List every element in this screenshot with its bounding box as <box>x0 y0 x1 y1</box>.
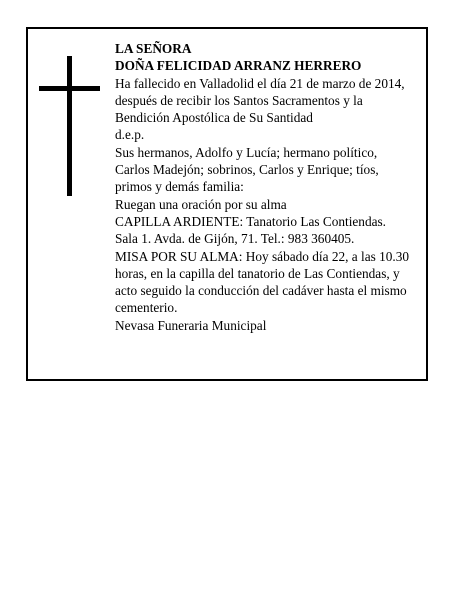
death-info-line-3: Bendición Apostólica de Su Santidad <box>115 110 313 126</box>
deceased-name: DOÑA FELICIDAD ARRANZ HERRERO <box>115 58 362 74</box>
family-line-3: primos y demás familia: <box>115 179 244 195</box>
death-info-line-2: después de recibir los Santos Sacramentos y la <box>115 92 363 108</box>
dep-text: d.e.p. <box>115 127 145 143</box>
family-line-1: Sus hermanos, Adolfo y Lucía; hermano político, <box>115 144 378 160</box>
obituary-notice <box>26 27 428 381</box>
mass-line-1: MISA POR SU ALMA: Hoy sábado día 22, a las 10.30 <box>115 248 410 264</box>
funeral-home: Nevasa Funeraria Municipal <box>115 317 267 333</box>
mass-line-4: cementerio. <box>115 300 178 316</box>
mass-line-3: acto seguido la conducción del cadáver hasta el mismo <box>115 283 407 299</box>
cross-horizontal-bar <box>39 86 100 91</box>
chapel-line-1: CAPILLA ARDIENTE: Tanatorio Las Contiendas. <box>115 213 387 229</box>
death-info-line-1: Ha fallecido en Valladolid el día 21 de marzo de 2014, <box>115 75 405 91</box>
prayer-request: Ruegan una oración por su alma <box>115 196 287 212</box>
mass-line-2: horas, en la capilla del tanatorio de Las Contiendas, y <box>115 265 400 281</box>
cross-vertical-bar <box>67 56 72 196</box>
title-line-1: LA SEÑORA <box>115 41 192 56</box>
family-line-2: Carlos Madejón; sobrinos, Carlos y Enrique; tíos, <box>115 162 379 178</box>
obituary-text <box>115 40 427 334</box>
chapel-line-2: Sala 1. Avda. de Gijón, 71. Tel.: 983 360405. <box>115 231 355 247</box>
